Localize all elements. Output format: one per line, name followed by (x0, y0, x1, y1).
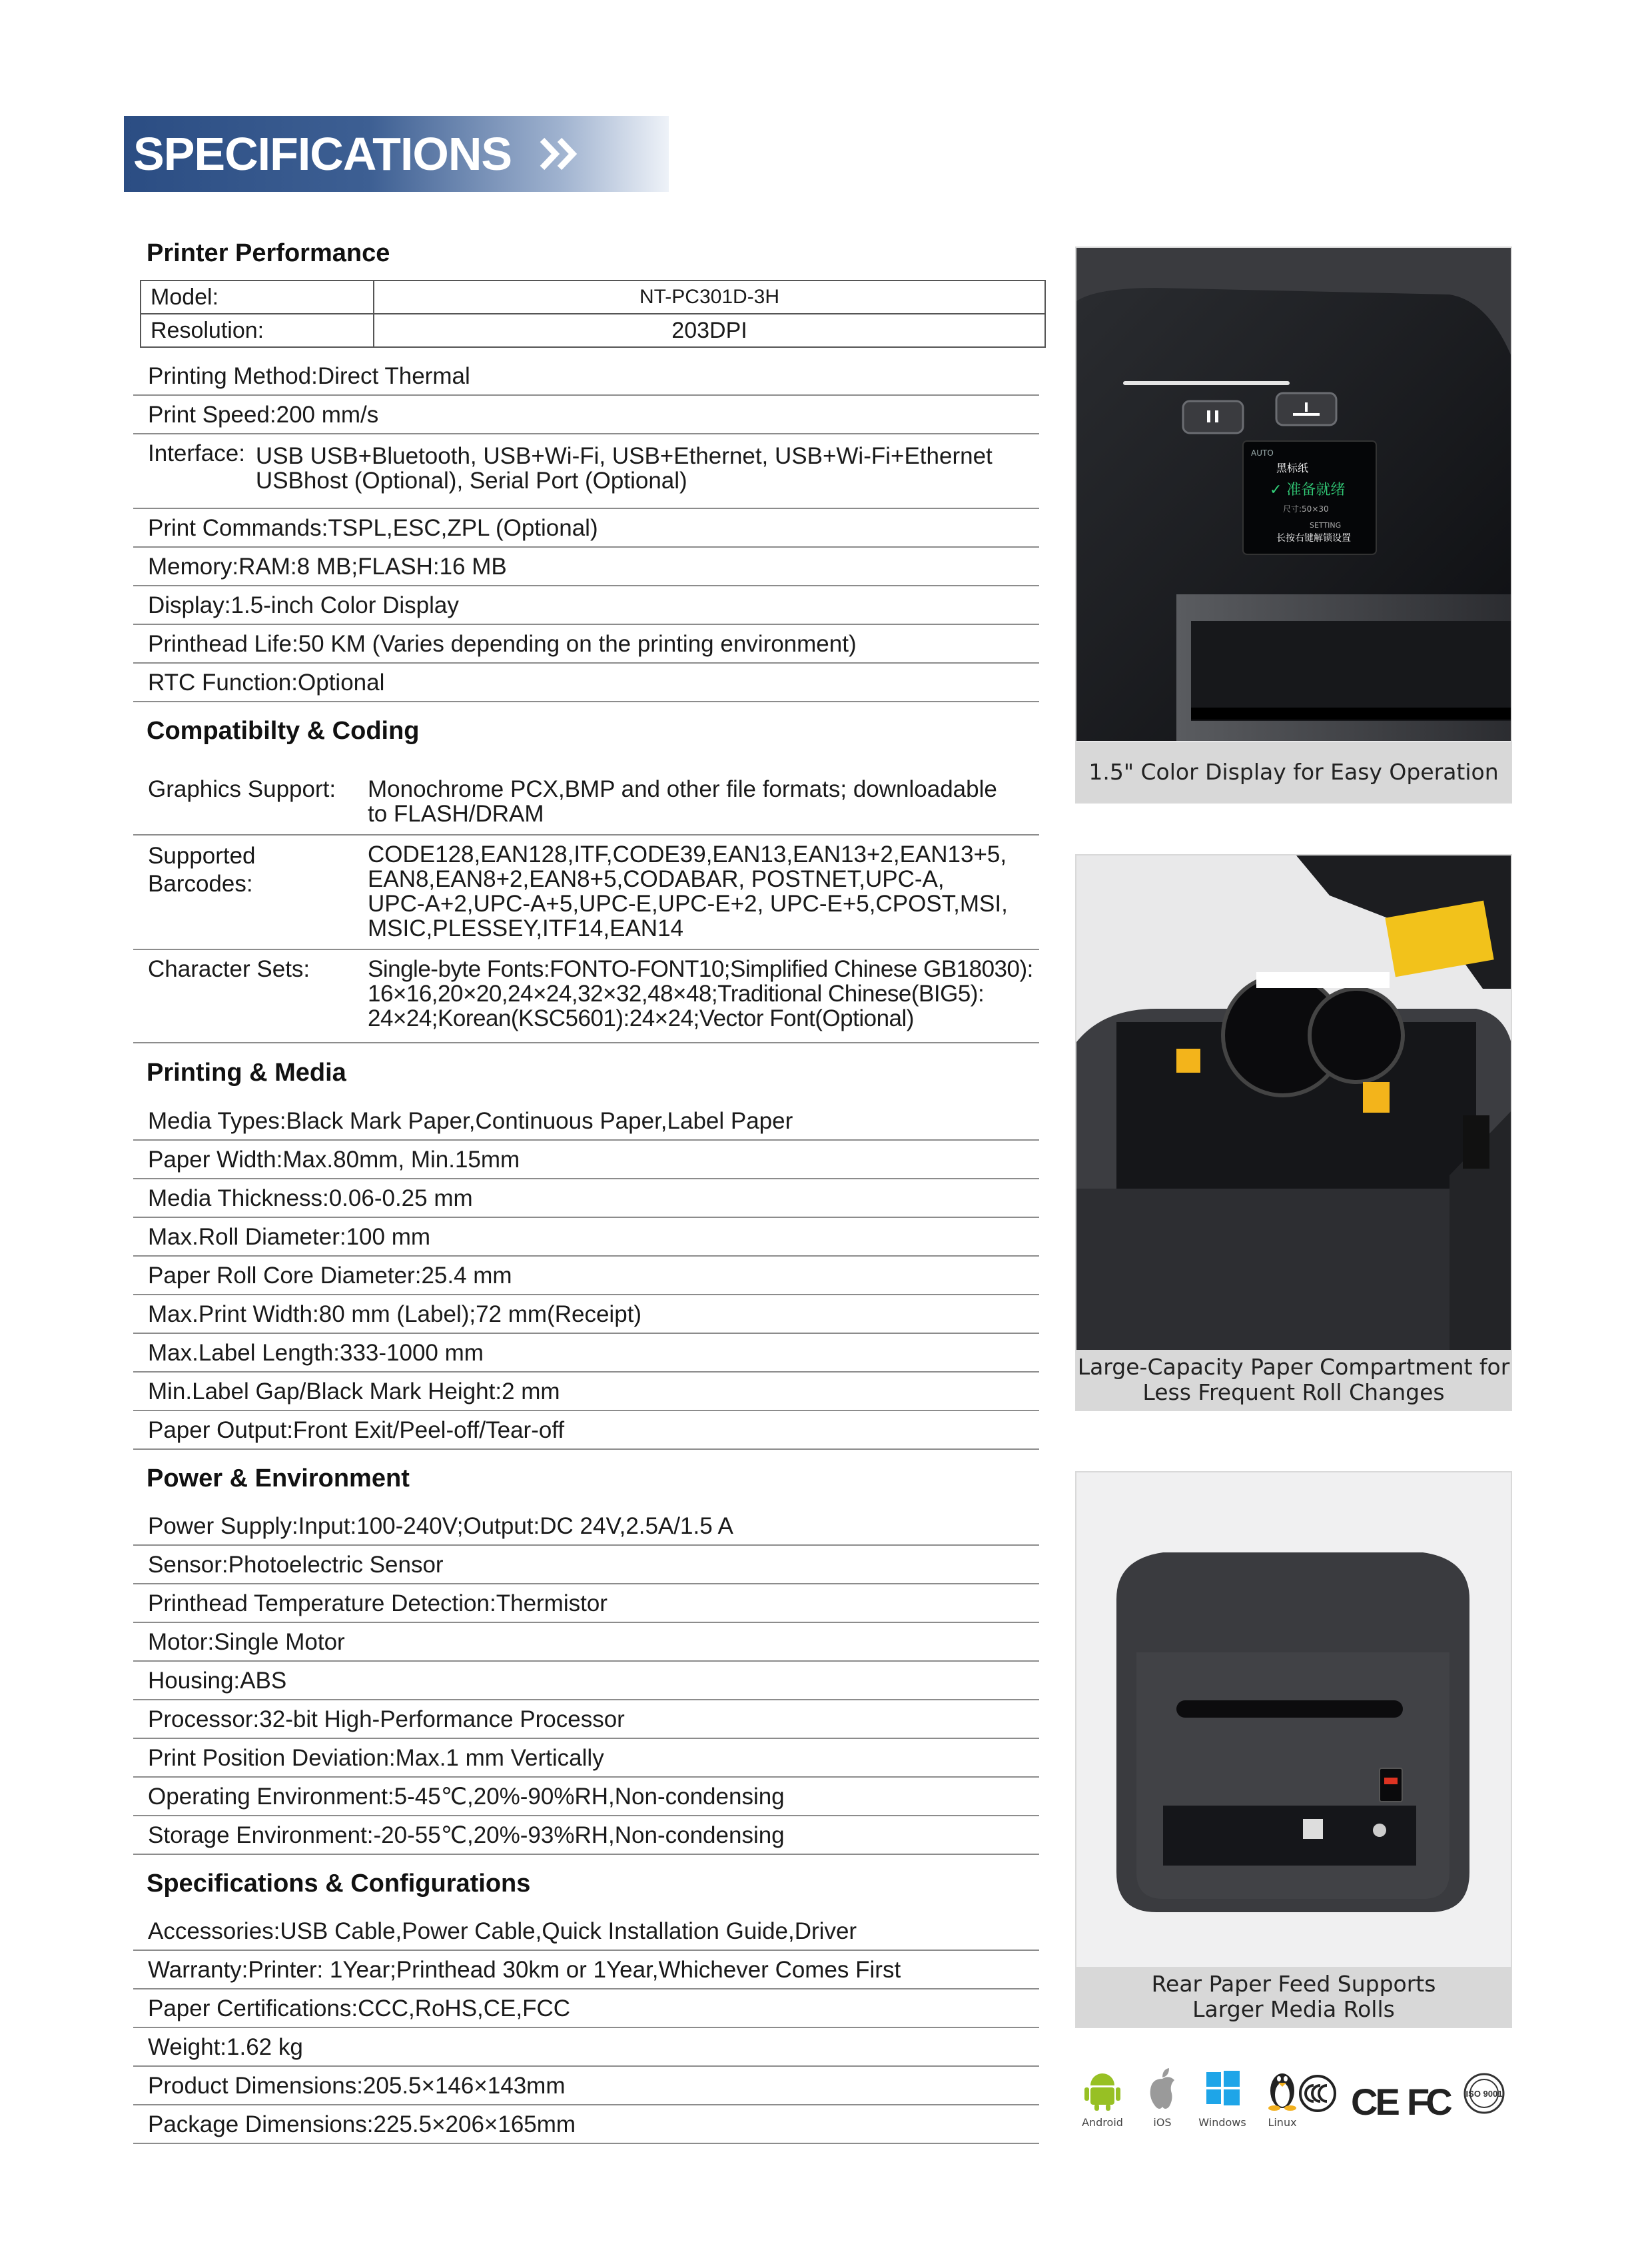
spec-row: Memory: RAM:8 MB;FLASH:16 MB (133, 548, 1039, 586)
spec-row: Power Supply: Input:100-240V;Output:DC 24V,2.5A/1.5 A (133, 1507, 1039, 1546)
ccc-mark-icon (1292, 2073, 1343, 2117)
spec-row: Print Speed: 200 mm/s (133, 396, 1039, 434)
apple-icon (1142, 2065, 1182, 2112)
caption-compartment: Large-Capacity Paper Compartment for Less Frequent Roll Changes (1076, 1350, 1511, 1410)
spec-row: Printhead Temperature Detection: Thermistor (133, 1584, 1039, 1623)
spec-row: Media Types: Black Mark Paper,Continuous Paper,Label Paper (133, 1102, 1039, 1141)
spec-row: Printhead Life: 50 KM (Varies depending on the printing environment) (133, 625, 1039, 664)
windows-item: Windows (1186, 2065, 1259, 2129)
spec-row: Interface: USB USB+Bluetooth, USB+Wi-Fi, USB+Ethernet, USB+Wi-Fi+Ethernet USBhost (Optional), Serial Port (Optional) (133, 434, 1039, 509)
spec-row: Print Position Deviation: Max.1 mm Vertically (133, 1739, 1039, 1778)
section-title-compat: Compatibilty & Coding (147, 716, 420, 745)
model-table (140, 280, 1046, 348)
spec-row: Media Thickness: 0.06-0.25 mm (133, 1179, 1039, 1218)
resolution-label: Resolution: (141, 314, 374, 347)
spec-row: Printing Method: Direct Thermal (133, 357, 1039, 396)
screen-ready-label: ✓ 准备就绪 (1270, 482, 1346, 498)
windows-icon (1202, 2065, 1242, 2112)
spec-row: Print Commands: TSPL,ESC,ZPL (Optional) (133, 509, 1039, 548)
section-title-config: Specifications & Configurations (147, 1869, 531, 1898)
spec-row: Min.Label Gap/Black Mark Height: 2 mm (133, 1373, 1039, 1411)
caption-rear: Rear Paper Feed Supports Larger Media Rolls (1076, 1967, 1511, 2027)
printer-display-image (1076, 248, 1512, 804)
fcc-mark-icon: FC (1407, 2081, 1449, 2123)
printer-rear-image (1076, 1472, 1512, 2028)
spec-row: Supported Barcodes: CODE128,EAN128,ITF,CODE39,EAN13,EAN13+2,EAN13+5, EAN8,EAN8+2,EAN8+5,CODABAR, POSTNET,UPC-A, UPC-A+2,UPC-A+5,UPC-E,UPC-E+2, UPC-E+5,CPOST,MSI, MSIC,PLESSEY,ITF14,EAN14 (133, 836, 1039, 950)
ios-item: iOS (1126, 2065, 1199, 2129)
spec-row: Display: 1.5-inch Color Display (133, 586, 1039, 625)
iso-label: ISO 9001 (1465, 2089, 1503, 2099)
screen-mode-label: AUTO (1251, 448, 1274, 458)
spec-row: Max.Print Width: 80 mm (Label);72 mm(Receipt) (133, 1295, 1039, 1334)
spec-column (133, 227, 1046, 2144)
compartment-photo-panel (1075, 854, 1512, 1411)
spec-row: Operating Environment: 5-45℃,20%-90%RH,Non-condensing (133, 1778, 1039, 1816)
spec-row: Sensor: Photoelectric Sensor (133, 1546, 1039, 1584)
linux-item: Linux (1246, 2065, 1319, 2129)
rear-photo-panel (1075, 1471, 1512, 2028)
spec-row: Character Sets: Single-byte Fonts:FONTO-FONT10;Simplified Chinese GB18030): 16×16,20×20,24×24,32×32,48×48;Traditional Chinese(BIG5): 24×24;Korean(KSC5601):24×24;Vector Font(Optional) (133, 950, 1039, 1043)
spec-row: RTC Function: Optional (133, 664, 1039, 702)
display-photo-panel (1075, 247, 1512, 804)
spec-row: Accessories: USB Cable,Power Cable,Quick Installation Guide,Driver (133, 1912, 1039, 1951)
spec-row: Warranty: Printer: 1Year;Printhead 30km or 1Year,Whichever Comes First (133, 1951, 1039, 1989)
specifications-banner (124, 116, 669, 192)
ce-mark-icon: CE (1351, 2081, 1398, 2123)
screen-size-label: 尺寸:50×30 (1283, 504, 1329, 514)
spec-row: Processor: 32-bit High-Performance Processor (133, 1700, 1039, 1739)
spec-row: Paper Roll Core Diameter: 25.4 mm (133, 1257, 1039, 1295)
model-label: Model: (141, 280, 374, 314)
screen-hint-label: 长按右键解锁设置 (1276, 533, 1351, 544)
spec-row: Max.Roll Diameter: 100 mm (133, 1218, 1039, 1257)
android-icon (1082, 2065, 1122, 2112)
compatibility-icons (1066, 2065, 1519, 2139)
spec-row: Storage Environment: -20-55℃,20%-93%RH,Non-condensing (133, 1816, 1039, 1855)
spec-row: Motor: Single Motor (133, 1623, 1039, 1662)
model-value: NT-PC301D-3H (374, 280, 1045, 314)
screen-media-label: 黑标纸 (1276, 462, 1309, 474)
page-title: SPECIFICATIONS (133, 128, 512, 180)
iso-9001-icon (1463, 2072, 1505, 2118)
caption-display: 1.5" Color Display for Easy Operation (1076, 742, 1511, 802)
paper-compartment-image (1076, 855, 1512, 1411)
spec-row: Paper Width: Max.80mm, Min.15mm (133, 1141, 1039, 1179)
section-title-power: Power & Environment (147, 1464, 410, 1492)
spec-row: Product Dimensions: 205.5×146×143mm (133, 2067, 1039, 2105)
section-title-performance: Printer Performance (147, 239, 390, 267)
screen-setting-label: SETTING (1310, 521, 1342, 530)
spec-row: Housing: ABS (133, 1662, 1039, 1700)
resolution-value: 203DPI (374, 314, 1045, 347)
spec-row: Max.Label Length: 333-1000 mm (133, 1334, 1039, 1373)
spec-row: Graphics Support: Monochrome PCX,BMP and other file formats; downloadable to FLASH/DRAM (133, 760, 1039, 836)
spec-row: Paper Certifications: CCC,RoHS,CE,FCC (133, 1989, 1039, 2028)
double-chevron-icon (540, 137, 586, 171)
android-item: Android (1066, 2065, 1139, 2129)
spec-row: Paper Output: Front Exit/Peel-off/Tear-off (133, 1411, 1039, 1450)
spec-row: Package Dimensions: 225.5×206×165mm (133, 2105, 1039, 2144)
spec-row: Weight: 1.62 kg (133, 2028, 1039, 2067)
section-title-media: Printing & Media (147, 1058, 346, 1087)
